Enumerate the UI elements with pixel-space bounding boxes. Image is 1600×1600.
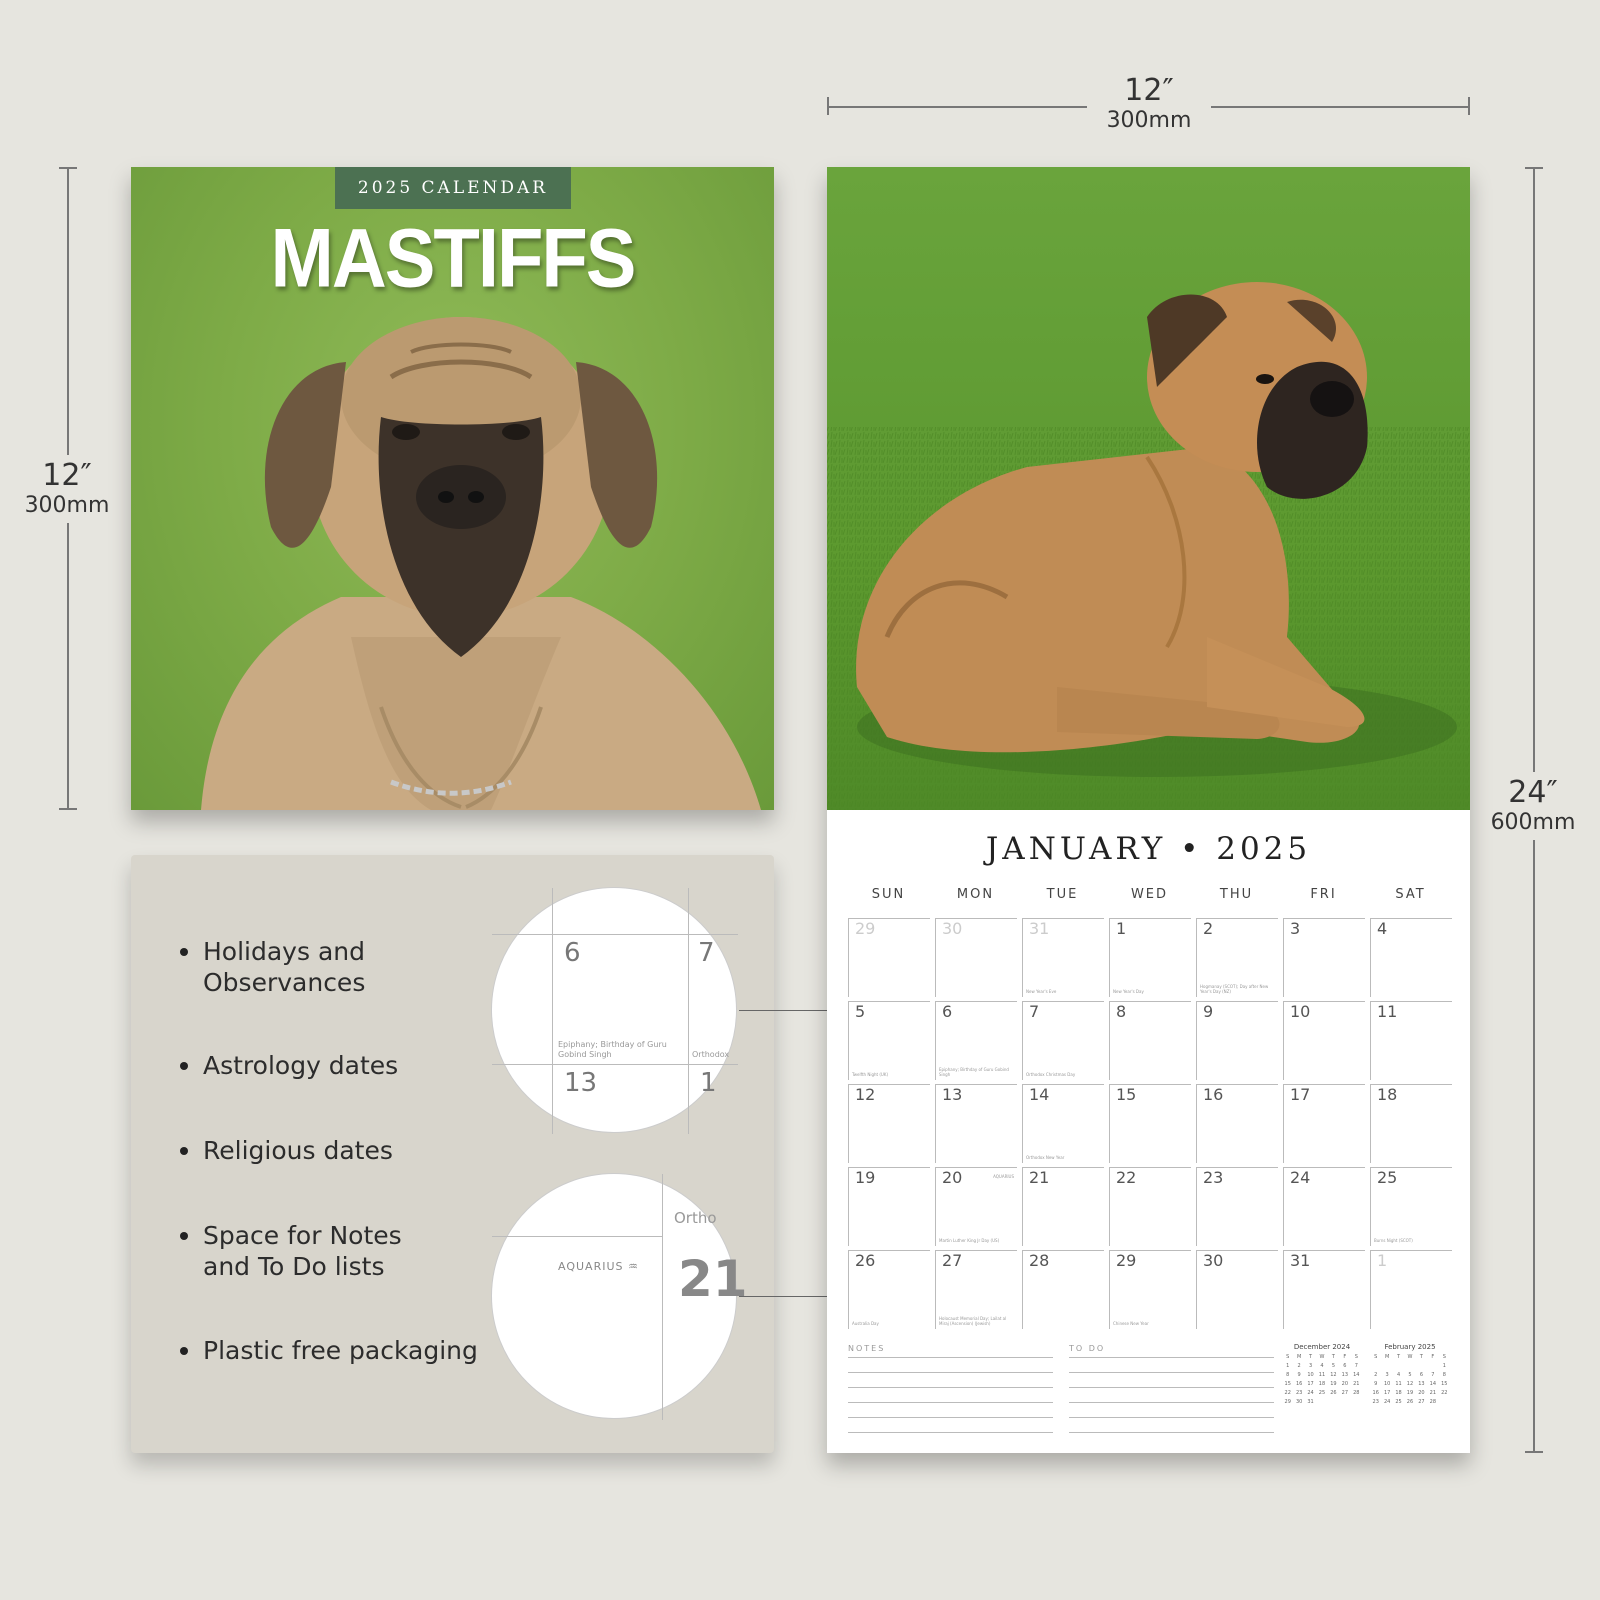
mini-day: 21 <box>1353 1381 1360 1387</box>
note-line <box>848 1402 1053 1403</box>
note-line <box>1069 1417 1274 1418</box>
right-height-dimension-label <box>1478 772 1588 840</box>
mini-blank <box>1404 1363 1415 1369</box>
day-number: 27 <box>942 1251 963 1270</box>
mini-day: 18 <box>1318 1381 1326 1387</box>
note-line <box>848 1417 1053 1418</box>
mini-day: 20 <box>1418 1390 1425 1396</box>
day-number: 29 <box>855 919 876 938</box>
mini-day: 5 <box>1408 1372 1412 1378</box>
mini-day: 11 <box>1395 1381 1402 1387</box>
day-cell <box>1022 918 1104 997</box>
note-line <box>848 1357 1053 1358</box>
day-cell <box>1022 1167 1104 1246</box>
day-number: 15 <box>1116 1085 1137 1104</box>
left-height-dimension-label <box>12 455 122 523</box>
zoom-event-orthodox: Orthodox <box>692 1050 730 1059</box>
weekday-fri: FRI <box>1310 887 1337 902</box>
mini-day: 8 <box>1442 1372 1446 1378</box>
mini-day: 8 <box>1286 1372 1290 1378</box>
day-cell <box>1022 1250 1104 1329</box>
day-cell <box>1196 1001 1278 1080</box>
mini-day: 25 <box>1318 1390 1326 1396</box>
mini-weekday: S <box>1286 1354 1290 1360</box>
mini-day: 29 <box>1284 1399 1291 1405</box>
mini-day: 17 <box>1307 1381 1314 1387</box>
day-cell <box>1196 1084 1278 1163</box>
zoom-grid-line <box>688 888 689 1134</box>
day-cell <box>848 918 930 997</box>
mini-day: 13 <box>1341 1372 1349 1378</box>
day-number: 7 <box>1029 1002 1040 1021</box>
left-height-tick-bottom <box>59 808 77 810</box>
zoom-circle-aquarius <box>491 1173 748 1419</box>
mini-weekday: F <box>1431 1354 1435 1360</box>
day-number: 22 <box>1116 1168 1137 1187</box>
zoom-day-14-partial: 1 <box>700 1068 717 1098</box>
day-cell <box>1022 1001 1104 1080</box>
day-number: 6 <box>942 1002 953 1021</box>
mini-day: 9 <box>1297 1372 1301 1378</box>
mini-day: 11 <box>1318 1372 1326 1378</box>
mini-day: 28 <box>1429 1399 1437 1405</box>
day-cell <box>1109 1167 1191 1246</box>
right-height-inches: 24″ <box>1508 775 1558 810</box>
day-cell <box>1109 1001 1191 1080</box>
day-cell <box>848 1250 930 1329</box>
mini-weekday: T <box>1397 1354 1401 1360</box>
day-number: 21 <box>1029 1168 1050 1187</box>
mini-day: 13 <box>1418 1381 1425 1387</box>
mini-day: 3 <box>1385 1372 1389 1378</box>
day-number: 30 <box>942 919 963 938</box>
cover-title: MASTIFFS <box>270 211 635 306</box>
mini-day: 22 <box>1441 1390 1448 1396</box>
day-event: New Year's Eve <box>1026 989 1057 994</box>
mini-day: 1 <box>1286 1363 1290 1369</box>
mini-day: 26 <box>1330 1390 1337 1396</box>
feature-holidays: Holidays and Observances <box>203 936 393 998</box>
day-cell <box>1196 1167 1278 1246</box>
note-line <box>848 1372 1053 1373</box>
weekday-wed: WED <box>1130 887 1169 902</box>
day-cell <box>935 1250 1017 1329</box>
mini-day: 21 <box>1429 1390 1437 1396</box>
day-number: 2 <box>1203 919 1214 938</box>
day-number: 14 <box>1029 1085 1050 1104</box>
mini-day: 24 <box>1307 1390 1314 1396</box>
zoom-grid-line <box>552 888 553 1134</box>
day-cell <box>848 1001 930 1080</box>
mini-day: 19 <box>1406 1390 1414 1396</box>
mini-day: 20 <box>1341 1381 1349 1387</box>
day-event: New Year's Day <box>1113 989 1144 994</box>
zoom-day-7: 7 <box>698 938 715 968</box>
day-event: Orthodox Christmas Day <box>1026 1072 1076 1077</box>
notes-label: NOTES <box>848 1344 886 1353</box>
feature-notes-todo: Space for Notes and To Do lists <box>203 1220 443 1282</box>
mini-blank <box>1393 1363 1404 1369</box>
day-number: 17 <box>1290 1085 1311 1104</box>
day-event: Holocaust Memorial Day; Lailat al Miraj (Ascension) (Jewish) <box>939 1316 1007 1326</box>
day-number: 10 <box>1290 1002 1311 1021</box>
mini-day: 23 <box>1295 1390 1303 1396</box>
mini-blank <box>1427 1363 1438 1369</box>
month-title: JANUARY • 2025 <box>985 831 1312 867</box>
mini-day: 4 <box>1320 1363 1324 1369</box>
day-number: 28 <box>1029 1251 1050 1270</box>
note-line <box>848 1387 1053 1388</box>
weekday-tue: TUE <box>1046 887 1079 902</box>
mini-day: 1 <box>1442 1363 1446 1369</box>
day-cell <box>1283 1167 1365 1246</box>
day-number: 12 <box>855 1085 876 1104</box>
day-cell <box>1196 918 1278 997</box>
day-number: 23 <box>1203 1168 1224 1187</box>
mini-day: 31 <box>1307 1399 1314 1405</box>
day-cell <box>1370 1084 1452 1163</box>
mini-calendar-february <box>1370 1343 1450 1405</box>
mini-weekday: S <box>1442 1354 1446 1360</box>
zoom-day-13: 13 <box>564 1068 598 1098</box>
note-line <box>1069 1372 1274 1373</box>
mini-day: 26 <box>1406 1399 1414 1405</box>
day-number: 26 <box>855 1251 876 1270</box>
todo-label: TO DO <box>1069 1344 1106 1353</box>
mini-day: 14 <box>1429 1381 1437 1387</box>
day-cell <box>1283 1001 1365 1080</box>
mini-day: 5 <box>1331 1363 1336 1369</box>
day-cell <box>1283 1084 1365 1163</box>
day-cell <box>1109 1250 1191 1329</box>
mini-calendar-december-grid <box>1282 1354 1362 1405</box>
day-number: 8 <box>1116 1002 1127 1021</box>
day-cell <box>1196 1250 1278 1329</box>
mini-day: 27 <box>1341 1390 1349 1396</box>
mini-day: 3 <box>1308 1363 1313 1369</box>
day-event: Epiphany; Birthday of Guru Gobind Singh <box>939 1067 1009 1077</box>
right-height-mm: 600mm <box>1490 810 1576 835</box>
mini-day: 9 <box>1374 1381 1378 1387</box>
width-dimension-label <box>1087 74 1211 134</box>
mini-day: 17 <box>1383 1390 1391 1396</box>
mini-weekday: F <box>1343 1354 1347 1360</box>
mini-weekday: S <box>1354 1354 1358 1360</box>
mini-day: 2 <box>1374 1372 1378 1378</box>
day-cell <box>935 1001 1017 1080</box>
feature-astrology: Astrology dates <box>203 1050 503 1081</box>
day-cell <box>1370 1250 1452 1329</box>
feature-plastic-free: Plastic free packaging <box>203 1335 503 1366</box>
day-event: Chinese New Year <box>1113 1321 1149 1326</box>
note-line <box>1069 1357 1274 1358</box>
mini-day: 25 <box>1395 1399 1402 1405</box>
day-number: 29 <box>1116 1251 1137 1270</box>
wall-calendar-page <box>827 167 1470 1453</box>
mini-day: 6 <box>1343 1363 1347 1369</box>
day-number: 20 <box>942 1168 963 1187</box>
mini-weekday: M <box>1384 1354 1390 1360</box>
zoom-event-epiphany: Epiphany; Birthday of Guru Gobind Singh <box>558 1040 667 1059</box>
mini-day: 10 <box>1307 1372 1314 1378</box>
day-number: 3 <box>1290 919 1301 938</box>
day-number: 18 <box>1377 1085 1398 1104</box>
mini-day: 24 <box>1383 1399 1391 1405</box>
day-cell <box>1370 1167 1452 1246</box>
day-number: 24 <box>1290 1168 1311 1187</box>
mini-day: 28 <box>1353 1390 1360 1396</box>
mini-day: 19 <box>1330 1381 1337 1387</box>
zoom-grid-line <box>492 1064 738 1065</box>
day-cell <box>935 918 1017 997</box>
left-height-mm: 300mm <box>24 493 110 518</box>
day-cell <box>935 1084 1017 1163</box>
astrology-marker: AQUARIUS <box>993 1174 1014 1179</box>
day-cell <box>1370 1001 1452 1080</box>
day-number: 1 <box>1377 1251 1388 1270</box>
mini-day: 6 <box>1419 1372 1424 1378</box>
right-height-tick-top <box>1525 167 1543 169</box>
note-line <box>1069 1432 1274 1433</box>
mini-calendar-december-title: December 2024 <box>1293 1343 1351 1351</box>
bullmastiff-photo <box>827 167 1470 810</box>
zoom-day-21: 21 <box>678 1250 748 1308</box>
width-dimension-tick-right <box>1468 97 1470 115</box>
width-mm: 300mm <box>1106 108 1192 133</box>
mini-weekday: M <box>1296 1354 1302 1360</box>
day-number: 4 <box>1377 919 1388 938</box>
day-cell <box>1283 918 1365 997</box>
day-cell <box>1283 1250 1365 1329</box>
note-line <box>848 1432 1053 1433</box>
weekday-sat: SAT <box>1395 887 1426 902</box>
day-cell <box>1022 1084 1104 1163</box>
day-cell <box>1109 918 1191 997</box>
mini-weekday: S <box>1374 1354 1378 1360</box>
zoom-day-6: 6 <box>564 938 581 968</box>
day-number: 25 <box>1377 1168 1398 1187</box>
mini-day: 2 <box>1297 1363 1301 1369</box>
mini-day: 16 <box>1295 1381 1303 1387</box>
cover-badge: 2025 CALENDAR <box>335 167 571 209</box>
feature-religious: Religious dates <box>203 1135 503 1166</box>
day-event: Hogmanay (SCOT); Day after New Year's Day (NZ) <box>1200 984 1269 994</box>
width-dimension-tick-left <box>827 97 829 115</box>
day-cell <box>1370 918 1452 997</box>
day-cell <box>848 1167 930 1246</box>
mini-day: 4 <box>1396 1372 1401 1378</box>
day-number: 5 <box>855 1002 866 1021</box>
weekday-sun: SUN <box>871 887 906 902</box>
note-line <box>1069 1387 1274 1388</box>
mini-blank <box>1370 1363 1381 1369</box>
note-line <box>1069 1402 1274 1403</box>
mini-day: 7 <box>1431 1372 1435 1378</box>
zoom-aquarius-label: AQUARIUS ♒ <box>558 1260 639 1273</box>
weekday-mon: MON <box>956 887 995 902</box>
day-cell <box>1109 1084 1191 1163</box>
features-panel <box>131 855 774 1453</box>
day-number: 1 <box>1116 919 1127 938</box>
day-event: Martin Luther King Jr Day (US) <box>939 1238 1000 1243</box>
mini-day: 30 <box>1295 1399 1303 1405</box>
right-height-tick-bottom <box>1525 1451 1543 1453</box>
mini-day: 12 <box>1406 1381 1414 1387</box>
weekday-thu: THU <box>1219 887 1254 902</box>
zoom-grid-line <box>662 1236 663 1420</box>
mini-day: 16 <box>1372 1390 1379 1396</box>
zoom-grid-line <box>492 1236 662 1237</box>
left-height-inches: 12″ <box>42 458 92 493</box>
day-number: 31 <box>1290 1251 1311 1270</box>
mini-calendar-december <box>1282 1343 1362 1405</box>
mini-day: 18 <box>1395 1390 1402 1396</box>
zoom-grid-line <box>492 934 738 935</box>
day-number: 30 <box>1203 1251 1224 1270</box>
day-cell <box>935 1167 1017 1246</box>
left-height-tick-top <box>59 167 77 169</box>
mini-day: 7 <box>1354 1363 1358 1369</box>
width-inches: 12″ <box>1124 73 1174 108</box>
mini-weekday: T <box>1309 1354 1313 1360</box>
mini-blank <box>1416 1363 1427 1369</box>
day-cell <box>848 1084 930 1163</box>
mini-day: 27 <box>1418 1399 1425 1405</box>
mini-day: 15 <box>1441 1381 1448 1387</box>
mini-weekday: W <box>1407 1354 1413 1360</box>
mini-day: 10 <box>1383 1381 1391 1387</box>
day-event: Australia Day <box>852 1321 879 1326</box>
day-number: 16 <box>1203 1085 1224 1104</box>
mini-calendar-february-grid <box>1370 1354 1450 1405</box>
zoom-circle-epiphany <box>491 887 737 1133</box>
day-number: 9 <box>1203 1002 1214 1021</box>
mini-weekday: T <box>1331 1354 1335 1360</box>
mini-day: 15 <box>1284 1381 1291 1387</box>
calendar-cover <box>131 167 774 810</box>
wall-photo <box>827 167 1470 810</box>
day-number: 31 <box>1029 919 1050 938</box>
mini-weekday: W <box>1319 1354 1325 1360</box>
mini-day: 12 <box>1330 1372 1337 1378</box>
day-event: Burns Night (SCOT) <box>1374 1238 1413 1243</box>
mini-calendar-february-title: February 2025 <box>1384 1343 1436 1351</box>
day-number: 13 <box>942 1085 963 1104</box>
mini-day: 14 <box>1353 1372 1360 1378</box>
mini-day: 22 <box>1284 1390 1291 1396</box>
day-event: Orthodox New Year <box>1026 1155 1065 1160</box>
mini-day: 23 <box>1372 1399 1379 1405</box>
day-event: Twelfth Night (UK) <box>852 1072 889 1077</box>
mini-blank <box>1381 1363 1392 1369</box>
day-number: 19 <box>855 1168 876 1187</box>
mini-weekday: T <box>1419 1354 1423 1360</box>
zoom-partial-orthodox: Ortho <box>674 1209 717 1227</box>
day-number: 11 <box>1377 1002 1398 1021</box>
